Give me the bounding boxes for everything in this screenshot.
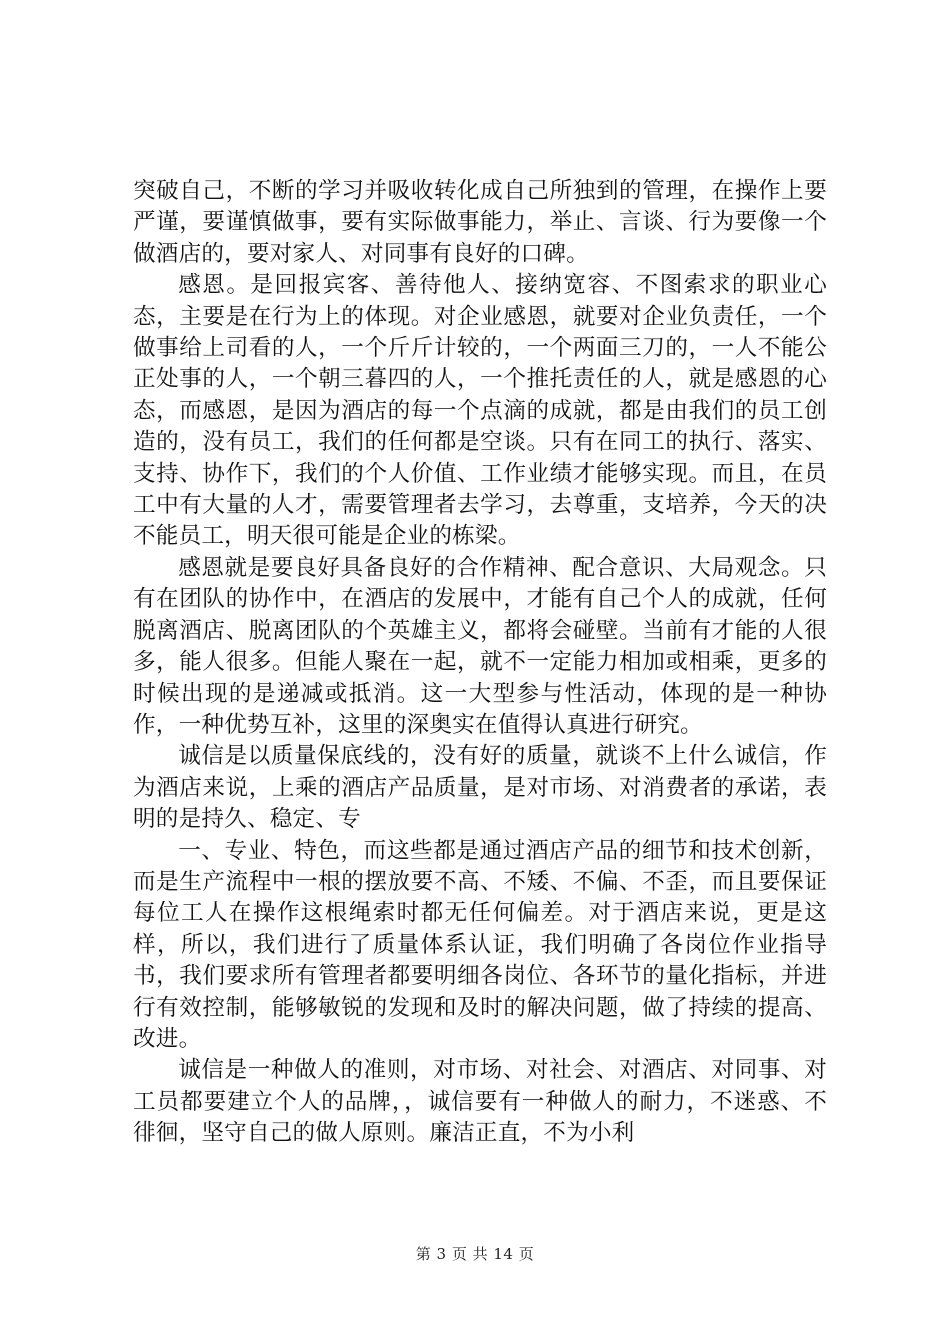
paragraph-2: 感恩。是回报宾客、善待他人、接纳宽容、不图索求的职业心态，主要是在行为上的体现。对企业感恩，就要对企业负责任，一个做事给上司看的人，一个斤斤计较的，一个两面三刀的，一人不能公正处事的人，一个朝三暮四的人，一个推托责任的人，就是感恩的心态，而感恩，是因为酒店的每一个点滴的成就，都是由我们的员工创造的，没有员工，我们的任何都是空谈。只有在同工的执行、落实、支持、协作下，我们的个人价值、工作业绩才能够实现。而且，在员工中有大量的人才，需要管理者去学习，去尊重，支培养，今天的决不能员工，明天很可能是企业的栋梁。 [133,272,827,550]
paragraph-3: 感恩就是要良好具备良好的合作精神、配合意识、大局观念。只有在团队的协作中，在酒店的发展中，才能有自己个人的成就，任何脱离酒店、脱离团队的个英雄主义，都将会碰壁。当前有才能的人很多，能人很多。但能人聚在一起，就不一定能力相加或相乘，更多的时候出现的是递减或抵消。这一大型参与性活动，体现的是一种协作，一种优势互补，这里的深奥实在值得认真进行研究。 [133,554,827,738]
page-number-footer: 第 3 页 共 14 页 [415,1245,535,1263]
paragraph-4: 诚信是以质量保底线的，没有好的质量，就谈不上什么诚信，作为酒店来说，上乘的酒店产品质量，是对市场、对消费者的承诺，表明的是持久、稳定、专 [133,743,827,833]
paragraph-6: 诚信是一种做人的准则，对市场、对社会、对酒店、对同事、对工员都要建立个人的品牌，，诚信要有一种做人的耐力，不迷惑、不徘徊，坚守自己的做人原则。廉洁正直，不为小利 [133,1057,827,1147]
paragraph-1: 突破自己，不断的学习并吸收转化成自己所独到的管理，在操作上要严谨，要谨慎做事，要有实际做事能力，举止、言谈、行为要像一个做酒店的，要对家人、对同事有良好的口碑。 [133,178,827,267]
paragraph-5: 一、专业、特色，而这些都是通过酒店产品的细节和技术创新，而是生产流程中一根的摆放要不高、不矮、不偏、不歪，而且要保证每位工人在操作这根绳索时都无任何偏差。对于酒店来说，更是这样，所以，我们进行了质量体系认证，我们明确了各岗位作业指导书，我们要求所有管理者都要明细各岗位、各环节的量化指标，并进行有效控制，能够敏锐的发现和及时的解决问题，做了持续的提高、改进。 [133,837,827,1052]
document-body [133,176,827,1150]
